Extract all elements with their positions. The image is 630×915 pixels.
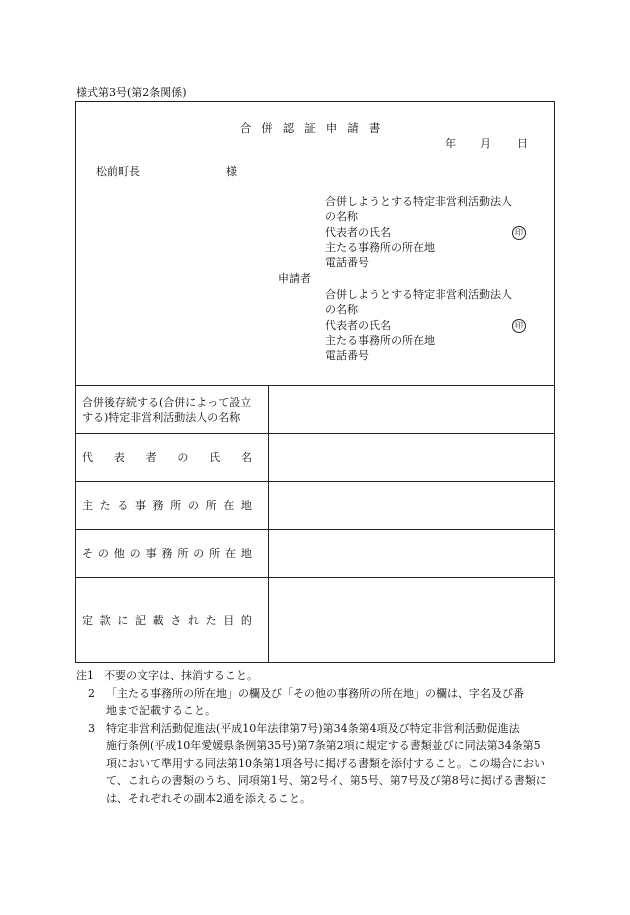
row-label-char: 在: [225, 547, 237, 560]
note-text: て、これらの書類のうち、同項第1号、第2号イ、第5号、第7号及び第8号に掲げる書類に: [106, 774, 547, 787]
other-offices-field[interactable]: [269, 530, 554, 576]
addressee-name: 松前町長: [96, 165, 140, 178]
row-label-char: た: [205, 614, 217, 627]
row-label-char: 務: [161, 547, 173, 560]
row-label-char: 代: [82, 451, 93, 464]
row-label-char: 者: [145, 451, 157, 464]
row-label-char: 目: [223, 614, 235, 627]
row-label-char: の: [177, 451, 189, 464]
note-text: は、それぞれその副本2通を添えること。: [106, 791, 311, 805]
row-label-char: 所: [177, 547, 189, 560]
note-text: 不要の文字は、抹消すること。: [104, 669, 258, 682]
note-item: [76, 720, 556, 808]
row-label-char: 事: [145, 547, 157, 560]
row-label-other-offices: [82, 547, 252, 561]
applicant2-corp-name-label-cont: の名称: [325, 303, 358, 316]
row-label-char: 事: [134, 499, 146, 512]
row-label-char: 所: [209, 547, 221, 560]
applicant1-corp-name-label: 合併しようとする特定非営利活動法人: [325, 195, 512, 208]
applicant2-seal-mark: 印: [512, 319, 526, 333]
applicant1-seal-mark: 印: [512, 226, 526, 240]
addressee-honorific: 様: [226, 165, 237, 178]
row-label-articles-purpose: [82, 614, 252, 628]
row-label-main-office: [82, 499, 252, 513]
row-label-char: 地: [240, 547, 252, 560]
row-label-char: 他: [113, 547, 125, 560]
date-year: 年: [445, 137, 456, 150]
applicant2-rep-name-label: 代表者の氏名: [325, 319, 391, 332]
row-label-merged-corp-name: [82, 395, 251, 425]
row-label-char: に: [117, 614, 129, 627]
applicant1-phone-label: 電話番号: [325, 256, 369, 269]
row-label-char: る: [117, 499, 129, 512]
row-label-line: 合併後存続する(合併によって設立: [82, 396, 252, 409]
note-text: 項において準用する同法第10条第1項各号に掲げる書類を添付すること。この場合におい: [106, 756, 545, 770]
row-label-char: 務: [152, 499, 164, 512]
row-label-char: の: [193, 547, 205, 560]
row-label-char: 定: [82, 614, 93, 627]
note-item: [76, 667, 556, 685]
note-number: 注1: [76, 669, 94, 682]
row-label-char: た: [99, 499, 111, 512]
applicant-label: 申請者: [278, 272, 311, 285]
note-text: 特定非営利活動促進法(平成10年法律第7号)第34条第4項及び特定非営利活動促進法: [106, 721, 520, 735]
note-text: 「主たる事務所の所在地」の欄及び「その他の事務所の所在地」の欄は、字名及び番: [106, 686, 524, 700]
row-label-representative-name: [82, 451, 252, 465]
applicant1-corp-name-label-cont: の名称: [325, 210, 358, 223]
row-label-char: さ: [170, 614, 182, 627]
form-number: 様式第3号(第2条関係): [76, 86, 187, 99]
row-label-char: の: [187, 499, 199, 512]
applicant1-rep-name-label: 代表者の氏名: [325, 226, 391, 239]
row-label-char: 主: [82, 499, 93, 512]
row-label-char: 載: [152, 614, 164, 627]
applicant1-office-label: 主たる事務所の所在地: [325, 241, 435, 254]
row-label-line: する)特定非営利活動法人の名称: [82, 411, 241, 424]
row-label-char: 款: [99, 614, 111, 627]
application-form-box: [75, 101, 555, 663]
row-label-char: そ: [82, 547, 93, 560]
note-number: 3: [88, 721, 95, 735]
note-text: 地まで記載すること。: [106, 704, 216, 717]
applicant2-corp-name-label: 合併しようとする特定非営利活動法人: [325, 288, 512, 301]
applicant2-phone-label: 電話番号: [325, 349, 369, 362]
row-label-char: 的: [240, 614, 252, 627]
row-label-char: 所: [205, 499, 217, 512]
form-title: 合併認証申請書: [239, 121, 391, 135]
row-label-char: 名: [240, 451, 252, 464]
date-day: 日: [517, 137, 528, 150]
row-label-char: 記: [134, 614, 146, 627]
representative-name-field[interactable]: [269, 434, 554, 480]
note-number: 2: [88, 686, 95, 700]
row-label-char: 在: [223, 499, 235, 512]
articles-purpose-field[interactable]: [269, 578, 554, 662]
note-text: 施行条例(平成10年愛媛県条例第35号)第7条第2項に規定する書類並びに同法第34条第5: [106, 739, 541, 752]
row-label-char: 表: [113, 451, 125, 464]
date-month: 月: [480, 137, 491, 150]
notes-section: [76, 667, 556, 807]
row-label-char: 所: [170, 499, 182, 512]
row-label-char: 氏: [209, 451, 221, 464]
note-item: [76, 685, 556, 720]
row-label-char: の: [97, 547, 109, 560]
applicant2-office-label: 主たる事務所の所在地: [325, 334, 435, 347]
row-label-char: れ: [187, 614, 199, 627]
merged-corp-name-field[interactable]: [269, 386, 554, 432]
main-office-field[interactable]: [269, 482, 554, 528]
row-label-char: 地: [240, 499, 252, 512]
row-label-char: の: [129, 547, 141, 560]
